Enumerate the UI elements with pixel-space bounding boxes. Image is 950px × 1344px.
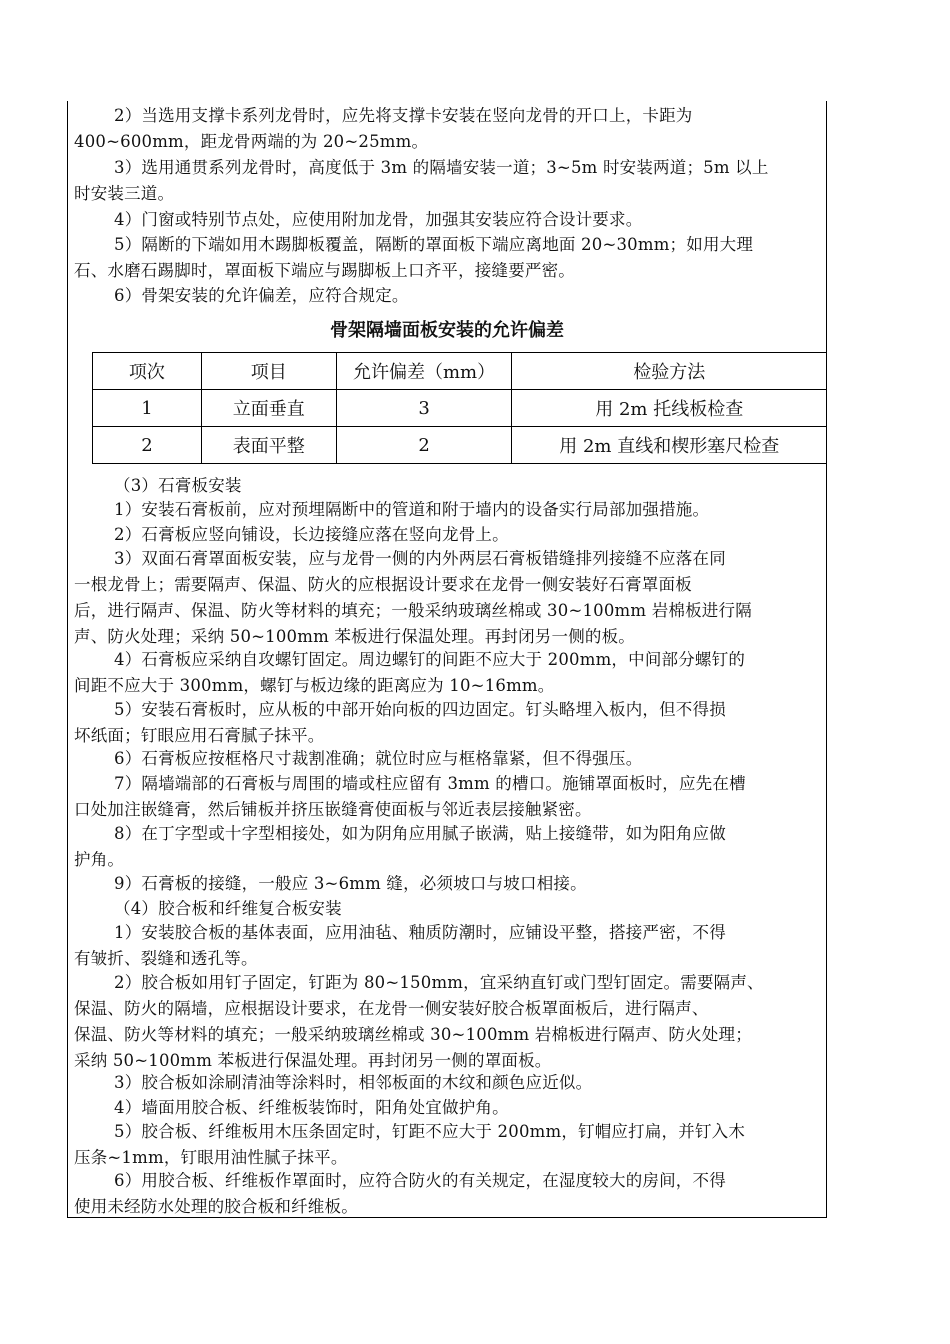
paragraph bbox=[74, 647, 820, 699]
table-cell: 用 2m 托线板检查 bbox=[512, 390, 827, 427]
section-heading bbox=[74, 896, 820, 922]
paragraph bbox=[74, 821, 820, 873]
text-line: 3）双面石膏罩面板安装，应与龙骨一侧的内外两层石膏板错缝排列接缝不应落在同 bbox=[114, 549, 726, 568]
text-line: 6）骨架安装的允许偏差，应符合规定。 bbox=[114, 286, 409, 305]
text-line: 3）胶合板如涂刷清油等涂料时，相邻板面的木纹和颜色应近似。 bbox=[114, 1073, 593, 1092]
text-line: 声、防火处理；采纳 50~100mm 苯板进行保温处理。再封闭另一侧的板。 bbox=[74, 627, 635, 646]
paragraph bbox=[74, 103, 820, 155]
table-cell: 2 bbox=[336, 427, 512, 464]
text-line: 口处加注嵌缝膏，然后铺板并挤压嵌缝膏使面板与邻近表层接触紧密。 bbox=[74, 800, 592, 819]
paragraph bbox=[74, 771, 820, 823]
text-line: 2）当选用支撑卡系列龙骨时，应先将支撑卡安装在竖向龙骨的开口上，卡距为 bbox=[114, 106, 693, 125]
table-cell: 1 bbox=[93, 390, 202, 427]
header-cell: 项次 bbox=[93, 353, 202, 390]
deviation-table bbox=[92, 352, 827, 464]
text-line: 6）石膏板应按框格尺寸裁割准确；就位时应与框格靠紧，但不得强压。 bbox=[114, 749, 643, 768]
text-line: （3）石膏板安装 bbox=[114, 476, 242, 495]
paragraph bbox=[74, 232, 820, 284]
table-cell: 2 bbox=[93, 427, 202, 464]
text-line: 8）在丁字型或十字型相接处，如为阴角应用腻子嵌满，贴上接缝带，如为阳角应做 bbox=[114, 824, 726, 843]
paragraph bbox=[74, 1119, 820, 1171]
text-line: 1）安装胶合板的基体表面，应用油毡、釉质防潮时，应铺设平整，搭接严密，不得 bbox=[114, 923, 726, 942]
text-line: 2）石膏板应竖向铺设，长边接缝应落在竖向龙骨上。 bbox=[114, 525, 509, 544]
text-line: 5）胶合板、纤维板用木压条固定时，钉距不应大于 200mm，钉帽应打扁，并钉入木 bbox=[114, 1122, 746, 1141]
text-line: 护角。 bbox=[74, 850, 125, 869]
paragraph bbox=[74, 1168, 820, 1220]
text-line: 1）安装石膏板前，应对预埋隔断中的管道和附于墙内的设备实行局部加强措施。 bbox=[114, 500, 710, 519]
table-title: 骨架隔墙面板安装的允许偏差 bbox=[330, 320, 564, 341]
text-line: 3）选用通贯系列龙骨时，高度低于 3m 的隔墙安装一道；3~5m 时安装两道；5m 以上 bbox=[114, 158, 769, 177]
text-line: 一根龙骨上；需要隔声、保温、防火的应根据设计要求在龙骨一侧安装好石膏罩面板 bbox=[74, 575, 692, 594]
text-line: 保温、防火的隔墙，应根据设计要求，在龙骨一侧安装好胶合板罩面板后，进行隔声、 bbox=[74, 999, 709, 1018]
text-line: 400~600mm，距龙骨两端的为 20~25mm。 bbox=[74, 132, 429, 151]
text-line: 4）门窗或特别节点处，应使用附加龙骨，加强其安装应符合设计要求。 bbox=[114, 210, 643, 229]
paragraph bbox=[74, 155, 820, 207]
text-line: 坏纸面；钉眼应用石膏腻子抹平。 bbox=[74, 726, 325, 745]
text-line: 5）隔断的下端如用木踢脚板覆盖，隔断的罩面板下端应离地面 20~30mm；如用大理 bbox=[114, 235, 754, 254]
text-line: 压条~1mm，钉眼用油性腻子抹平。 bbox=[74, 1148, 348, 1167]
text-line: 时安装三道。 bbox=[74, 184, 175, 203]
text-line: 9）石膏板的接缝，一般应 3~6mm 缝，必须坡口与坡口相接。 bbox=[114, 874, 587, 893]
paragraph bbox=[74, 746, 820, 772]
text-line: 保温、防火等材料的填充；一般采纳玻璃丝棉或 30~100mm 岩棉板进行隔声、防火处理； bbox=[74, 1025, 752, 1044]
paragraph bbox=[74, 1070, 820, 1096]
table-header-row bbox=[93, 353, 827, 390]
text-line: 7）隔墙端部的石膏板与周围的墙或柱应留有 3mm 的槽口。施铺罩面板时，应先在槽 bbox=[114, 774, 746, 793]
text-line: 6）用胶合板、纤维板作罩面时，应符合防火的有关规定，在湿度较大的房间，不得 bbox=[114, 1171, 726, 1190]
table-row bbox=[93, 390, 827, 427]
text-line: 后，进行隔声、保温、防火等材料的填充；一般采纳玻璃丝棉或 30~100mm 岩棉板进行隔 bbox=[74, 601, 752, 620]
text-line: 石、水磨石踢脚时，罩面板下端应与踢脚板上口齐平，接缝要严密。 bbox=[74, 261, 575, 280]
paragraph bbox=[74, 207, 820, 233]
text-line: 2）胶合板如用钉子固定，钉距为 80~150mm，宜采纳直钉或门型钉固定。需要隔声、 bbox=[114, 973, 764, 992]
header-cell: 检验方法 bbox=[512, 353, 827, 390]
table-cell: 用 2m 直线和楔形塞尺检查 bbox=[512, 427, 827, 464]
text-line: 使用未经防水处理的胶合板和纤维板。 bbox=[74, 1197, 358, 1216]
paragraph bbox=[74, 546, 820, 650]
paragraph bbox=[74, 1095, 820, 1121]
paragraph bbox=[74, 871, 820, 897]
table-cell: 表面平整 bbox=[201, 427, 336, 464]
text-line: （4）胶合板和纤维复合板安装 bbox=[114, 899, 342, 918]
text-line: 4）墙面用胶合板、纤维板装饰时，阳角处宜做护角。 bbox=[114, 1098, 509, 1117]
text-line: 间距不应大于 300mm，螺钉与板边缘的距离应为 10~16mm。 bbox=[74, 676, 555, 695]
paragraph bbox=[74, 697, 820, 749]
paragraph bbox=[74, 970, 820, 1074]
header-cell: 项目 bbox=[201, 353, 336, 390]
section-heading bbox=[74, 473, 820, 499]
text-line: 4）石膏板应采纳自攻螺钉固定。周边螺钉的间距不应大于 200mm，中间部分螺钉的 bbox=[114, 650, 746, 669]
text-line: 5）安装石膏板时，应从板的中部开始向板的四边固定。钉头略埋入板内，但不得损 bbox=[114, 700, 726, 719]
table-cell: 3 bbox=[336, 390, 512, 427]
paragraph bbox=[74, 497, 820, 523]
text-line: 采纳 50~100mm 苯板进行保温处理。再封闭另一侧的罩面板。 bbox=[74, 1051, 552, 1070]
paragraph bbox=[74, 522, 820, 548]
header-cell: 允许偏差（mm） bbox=[336, 353, 512, 390]
table-row bbox=[93, 427, 827, 464]
table-cell: 立面垂直 bbox=[201, 390, 336, 427]
text-line: 有皱折、裂缝和透孔等。 bbox=[74, 949, 258, 968]
paragraph bbox=[74, 920, 820, 972]
paragraph bbox=[74, 283, 820, 309]
